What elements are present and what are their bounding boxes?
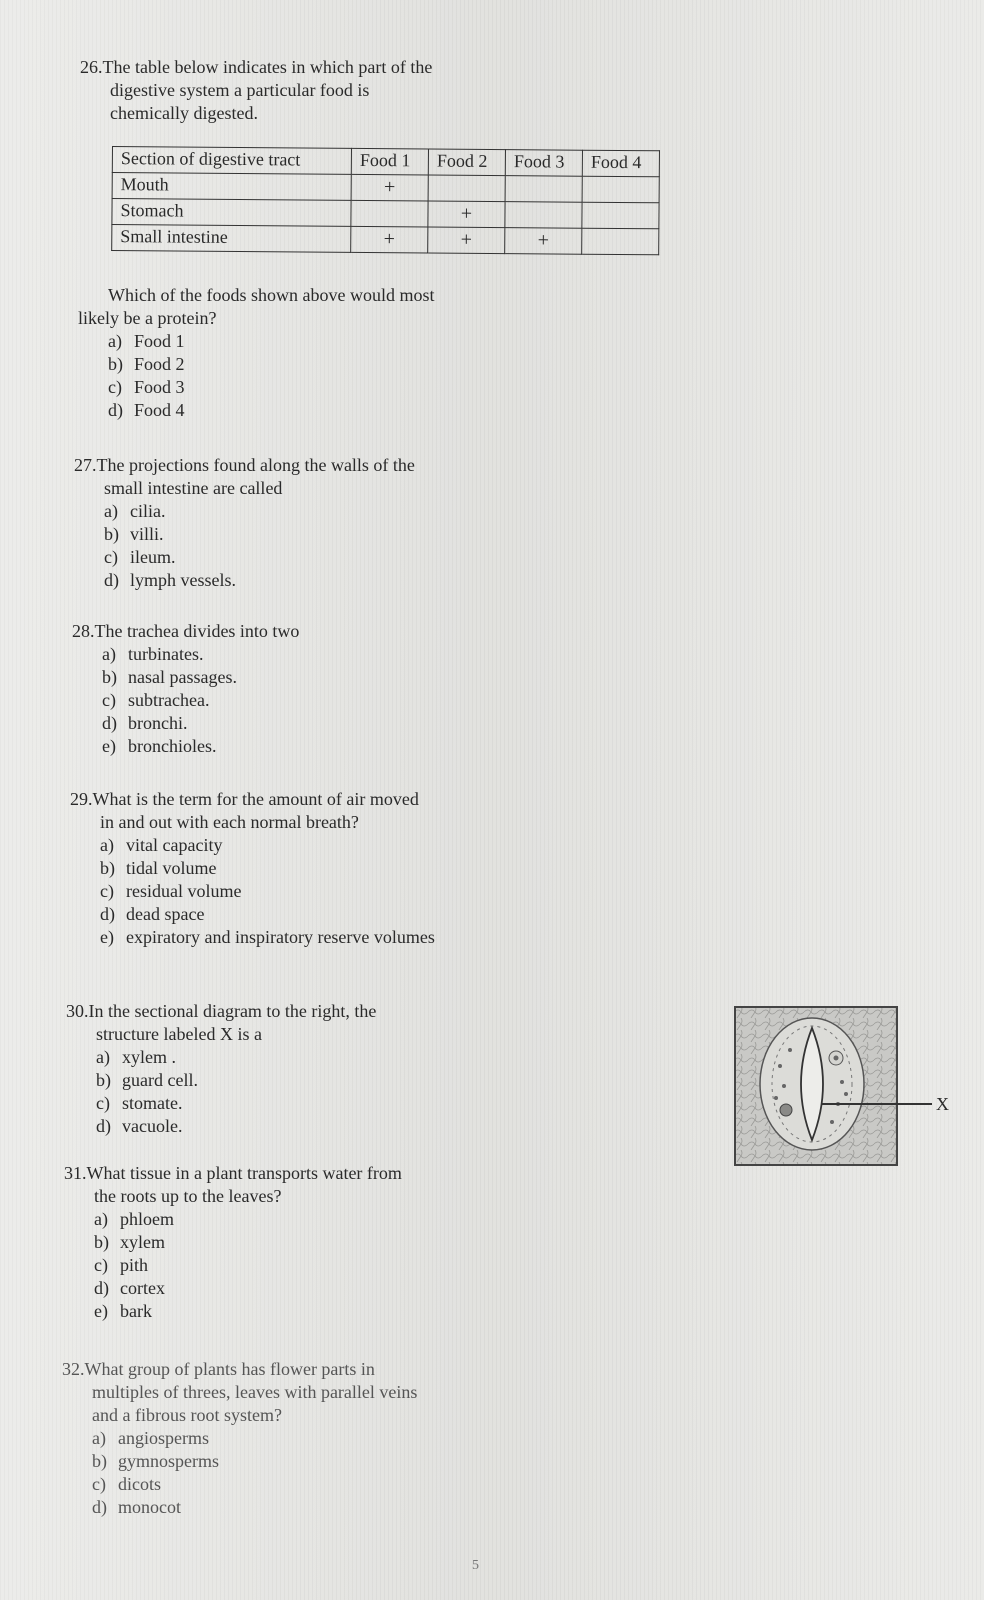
option-text: Food 1 [134,331,185,351]
option-letter: d) [96,1116,111,1136]
question-29-stem [70,788,435,811]
answer-option[interactable] [96,1069,376,1092]
option-text: stomate. [122,1093,183,1113]
option-text: bark [120,1301,152,1321]
option-letter: c) [94,1255,108,1275]
option-text: expiratory and inspiratory reserve volumes [126,927,435,947]
stem-line: in and out with each normal breath? [100,812,359,832]
option-text: cilia. [130,501,166,521]
table-header: Section of digestive tract [112,147,351,175]
answer-option[interactable] [102,735,299,758]
table-cell-section: Mouth [112,173,351,201]
option-text: subtrachea. [128,690,210,710]
stem-line: digestive system a particular food is [110,80,370,100]
option-letter: c) [100,881,114,901]
answer-option[interactable] [104,500,415,523]
option-letter: e) [94,1301,108,1321]
option-text: pith [120,1255,149,1275]
answer-option[interactable] [94,1208,402,1231]
option-text: nasal passages. [128,667,237,687]
table-cell: + [351,226,428,253]
answer-option[interactable] [92,1450,417,1473]
option-text: xylem . [122,1047,176,1067]
answer-option[interactable] [96,1092,376,1115]
table-cell [582,228,659,255]
option-letter: c) [96,1093,110,1113]
answer-option[interactable] [100,834,435,857]
stem-line: What group of plants has flower parts in [84,1359,375,1379]
option-letter: d) [102,713,117,733]
option-letter: b) [108,354,123,374]
option-letter: a) [94,1209,108,1229]
option-text: villi. [130,524,164,544]
option-letter: d) [108,400,123,420]
option-letter: a) [104,501,118,521]
option-letter: d) [94,1278,109,1298]
question-31-stem [64,1162,402,1185]
option-letter: a) [92,1428,106,1448]
option-text: xylem [120,1232,165,1252]
option-text: dead space [126,904,205,924]
question-31 [64,1162,402,1323]
option-letter: b) [100,858,115,878]
stem-line: chemically digested. [110,103,258,123]
table-header: Food 3 [505,150,582,177]
option-letter: b) [104,524,119,544]
chloroplast [830,1120,834,1124]
answer-option[interactable] [102,666,299,689]
stem-line: What tissue in a plant transports water from [86,1163,402,1183]
table-cell: + [505,228,582,255]
option-text: ileum. [130,547,176,567]
option-letter: a) [96,1047,110,1067]
stem-line: the roots up to the leaves? [94,1186,282,1206]
question-number: 31. [64,1163,87,1183]
option-text: gymnosperms [118,1451,219,1471]
stem-line: Which of the foods shown above would most [108,285,435,305]
option-letter: b) [96,1070,111,1090]
chloroplast [778,1064,782,1068]
answer-option[interactable] [100,857,435,880]
answer-option[interactable] [92,1496,417,1519]
stem-line: What is the term for the amount of air moved [92,789,419,809]
question-26-prompt [78,284,434,422]
stem-line: The projections found along the walls of the [96,455,415,475]
answer-option[interactable] [96,1115,376,1138]
stem-line: and a fibrous root system? [92,1405,282,1425]
table-header: Food 4 [582,150,659,177]
option-letter: e) [100,927,114,947]
option-letter: d) [92,1497,107,1517]
option-letter: c) [104,547,118,567]
label-pointer-line [822,1103,932,1105]
option-text: Food 2 [134,354,185,374]
option-letter: b) [102,667,117,687]
question-28-options [72,643,299,758]
option-letter: c) [108,377,122,397]
stem-line: likely be a protein? [78,308,217,328]
chloroplast [788,1048,792,1052]
option-text: guard cell. [122,1070,198,1090]
question-29-options [70,834,435,949]
option-text: residual volume [126,881,242,901]
chloroplast [840,1080,844,1084]
question-30-stem [66,1000,376,1023]
question-number: 28. [72,621,95,641]
table-cell [582,202,659,229]
option-text: tidal volume [126,858,217,878]
option-text: Food 3 [134,377,185,397]
table-cell [505,176,582,203]
option-letter: d) [104,570,119,590]
chloroplast [774,1096,778,1100]
question-31-options [64,1208,402,1323]
answer-option[interactable] [96,1046,376,1069]
answer-option[interactable] [104,523,415,546]
stem-line: The trachea divides into two [94,621,300,641]
question-29 [70,788,435,949]
answer-option[interactable] [104,546,415,569]
question-number: 27. [74,455,97,475]
question-32 [62,1358,417,1519]
option-text: angiosperms [118,1428,209,1448]
diagram-label-x: X [936,1094,949,1114]
question-27 [74,454,415,592]
stem-line: multiples of threes, leaves with parallel veins [92,1382,418,1402]
answer-option[interactable] [94,1277,402,1300]
question-27-options [74,500,415,592]
question-32-options [62,1427,417,1519]
option-text: bronchioles. [128,736,217,756]
table-cell: + [428,201,505,228]
stem-line: In the sectional diagram to the right, the [88,1001,377,1021]
answer-option[interactable] [102,643,299,666]
stem-line: The table below indicates in which part of the [102,57,433,77]
page-number: 5 [472,1558,479,1573]
option-text: turbinates. [128,644,204,664]
option-letter: a) [108,331,122,351]
answer-option[interactable] [94,1300,402,1323]
answer-option[interactable] [94,1254,402,1277]
question-26-options [78,330,434,422]
table-cell [505,202,582,229]
answer-option[interactable] [92,1427,417,1450]
stomata-diagram [734,1006,898,1166]
question-number: 32. [62,1359,85,1379]
answer-option[interactable] [108,330,434,353]
option-text: vacuole. [122,1116,183,1136]
option-letter: c) [102,690,116,710]
question-28-stem [72,620,299,643]
option-text: phloem [120,1209,174,1229]
option-letter: b) [92,1451,107,1471]
answer-option[interactable] [108,376,434,399]
answer-option[interactable] [100,903,435,926]
question-30-options [66,1046,376,1138]
option-text: monocot [118,1497,181,1517]
option-text: dicots [118,1474,161,1494]
question-32-stem [62,1358,417,1381]
table-cell-section: Small intestine [112,225,351,253]
answer-option[interactable] [94,1231,402,1254]
question-number: 29. [70,789,93,809]
answer-option[interactable] [100,880,435,903]
table-row [112,225,659,255]
question-27-stem [74,454,415,477]
chloroplast [844,1092,848,1096]
answer-option[interactable] [92,1473,417,1496]
table-cell: + [351,174,428,201]
option-letter: c) [92,1474,106,1494]
answer-option[interactable] [102,712,299,735]
question-26-stem [80,56,432,79]
digestion-table [111,146,660,255]
option-text: cortex [120,1278,165,1298]
option-letter: b) [94,1232,109,1252]
chloroplast [782,1084,786,1088]
stem-line: small intestine are called [104,478,283,498]
answer-option[interactable] [104,569,415,592]
option-letter: e) [102,736,116,756]
table-header: Food 2 [428,149,505,176]
table-cell [428,175,505,202]
question-30 [66,1000,376,1138]
option-text: vital capacity [126,835,223,855]
question-number: 26. [80,57,103,77]
question-26 [80,56,432,125]
option-text: lymph vessels. [130,570,236,590]
answer-option[interactable] [100,926,435,949]
stem-line: structure labeled X is a [96,1024,262,1044]
answer-option[interactable] [108,353,434,376]
option-text: Food 4 [134,400,185,420]
nucleus [780,1104,792,1116]
option-letter: a) [102,644,116,664]
table-cell-section: Stomach [112,199,351,227]
nucleolus [834,1056,839,1061]
option-letter: d) [100,904,115,924]
option-letter: a) [100,835,114,855]
answer-option[interactable] [108,399,434,422]
table-cell: + [428,227,505,254]
table-cell [582,176,659,203]
table-header: Food 1 [351,148,428,175]
option-text: bronchi. [128,713,188,733]
question-number: 30. [66,1001,89,1021]
question-28 [72,620,299,758]
table-cell [351,200,428,227]
answer-option[interactable] [102,689,299,712]
